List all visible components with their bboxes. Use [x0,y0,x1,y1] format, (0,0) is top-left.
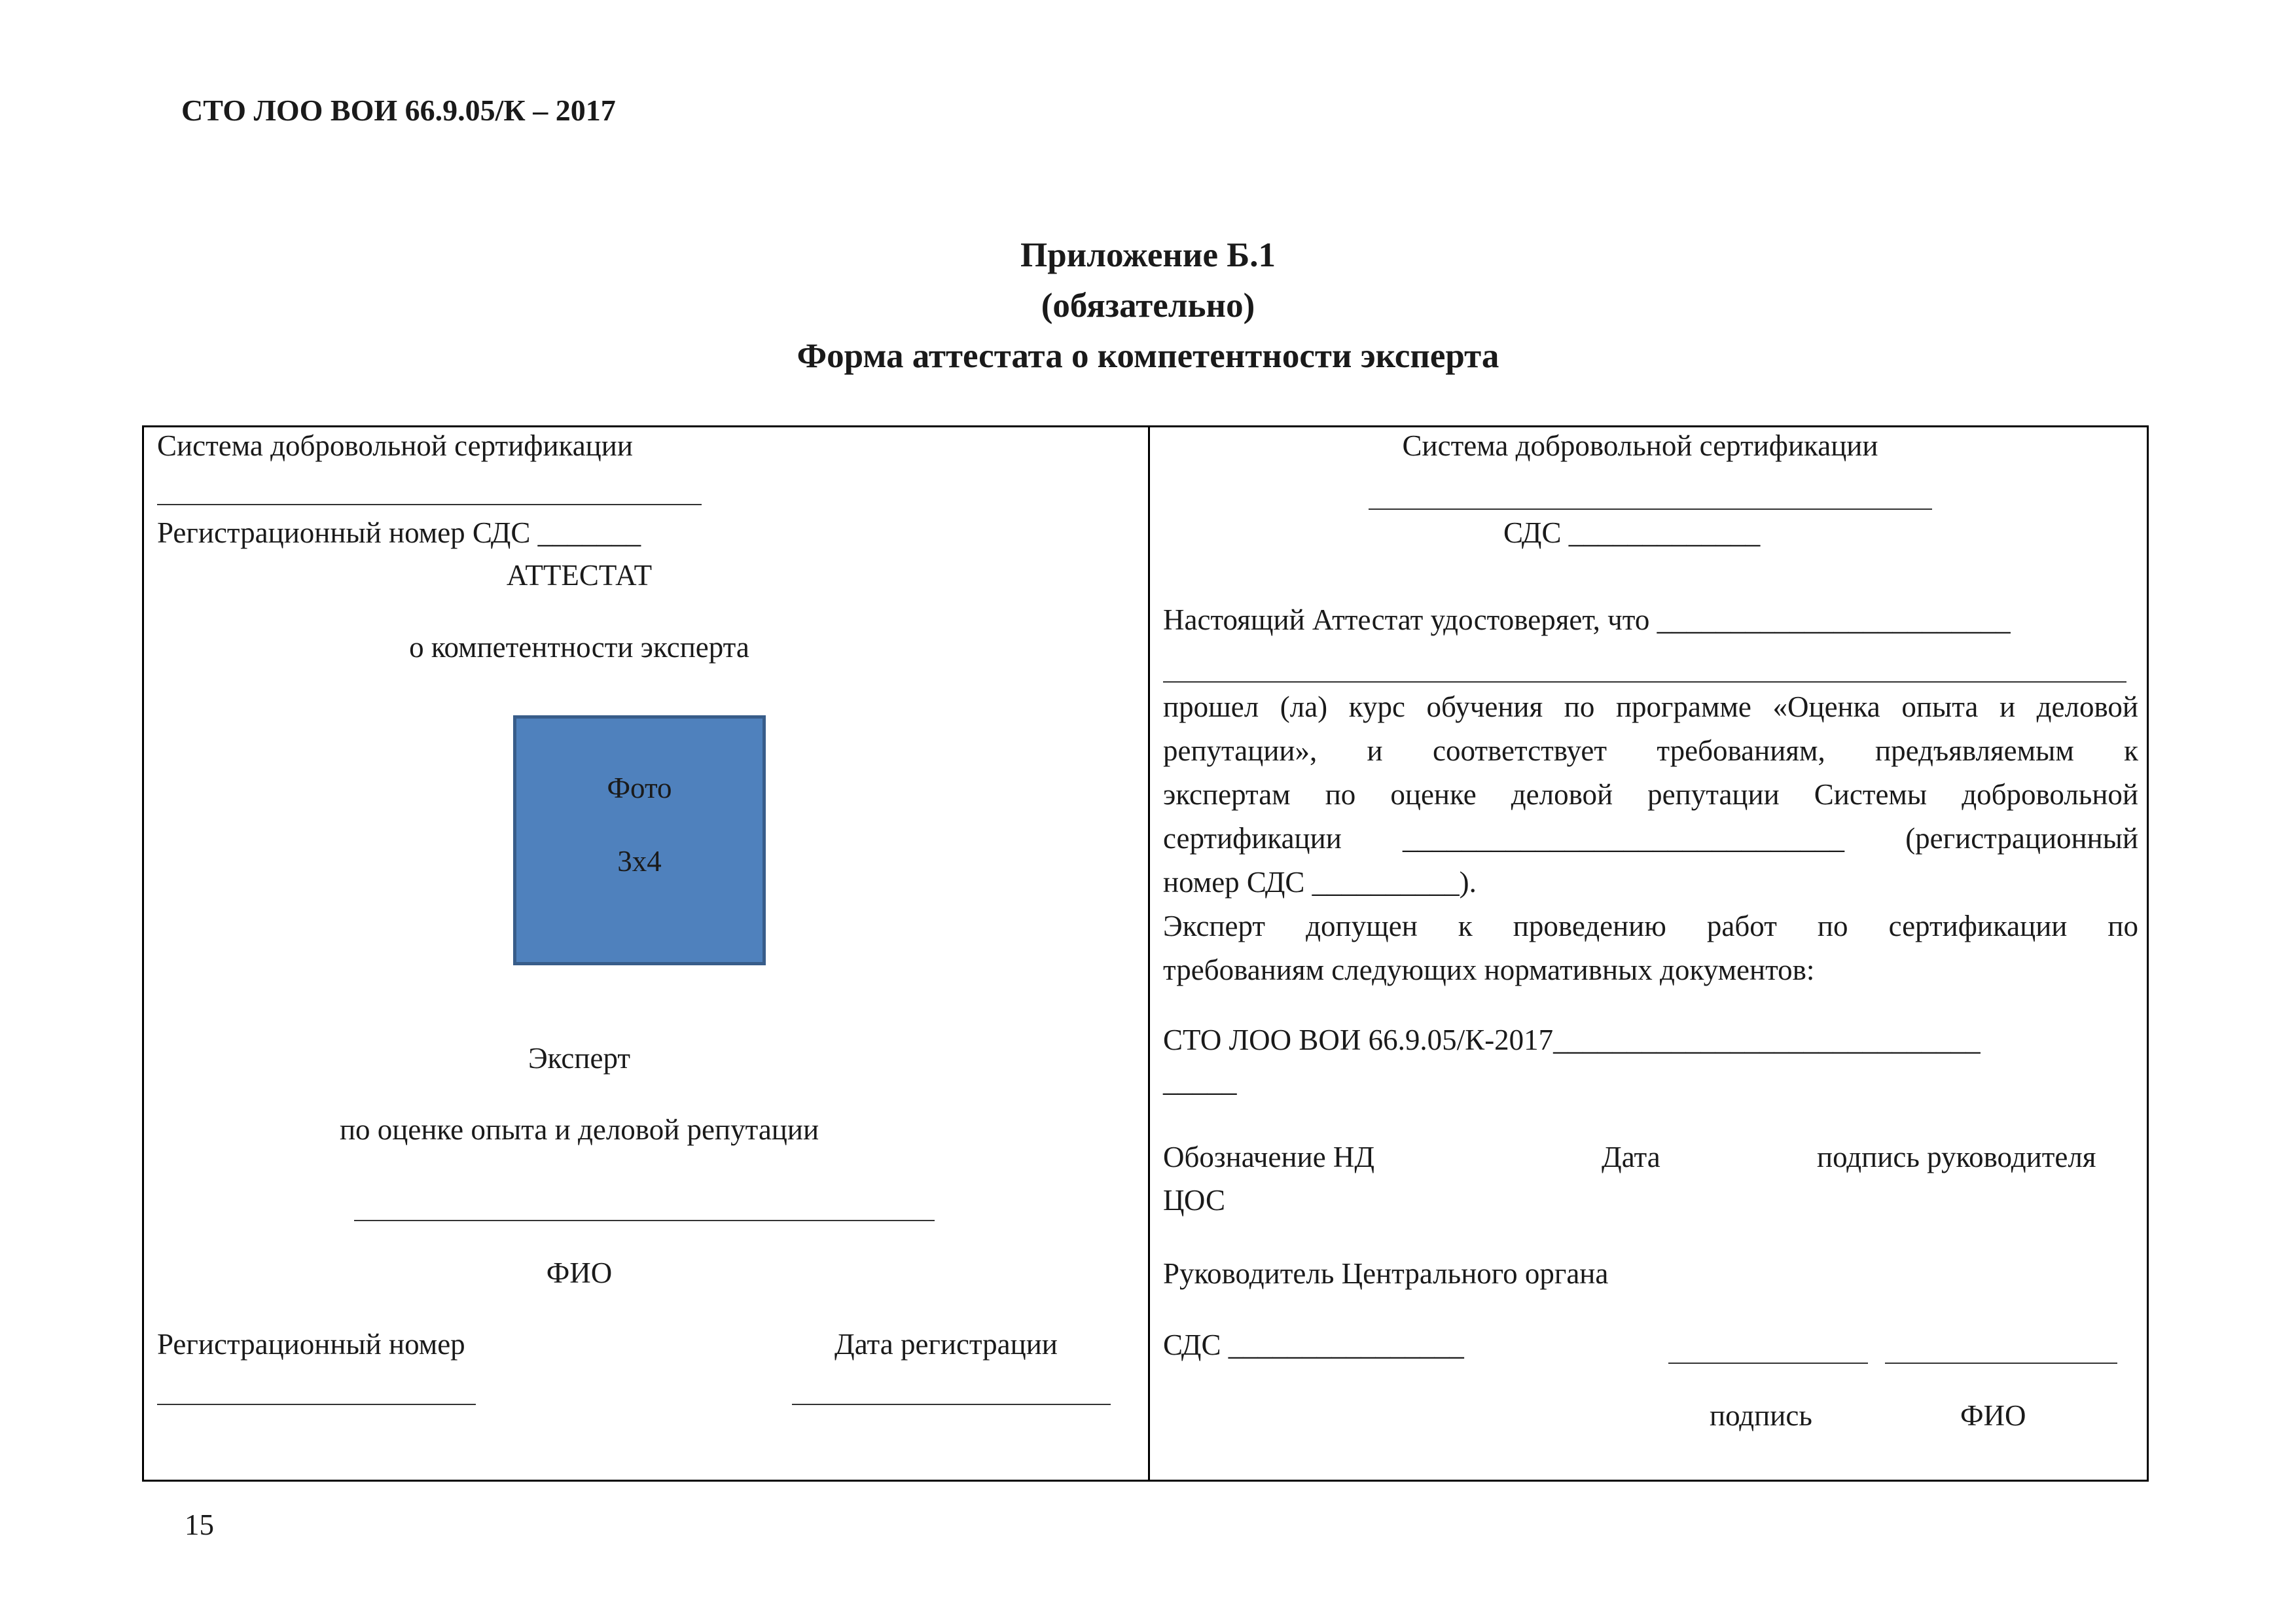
left-reg-number: Регистрационный номер СДС _______ [157,516,641,549]
head-label: Руководитель Центрального органа [1163,1257,1609,1290]
fio-right-label: ФИО [1960,1399,2026,1432]
sds-signature-line: СДС ________________ [1163,1329,1464,1361]
body-line-1: прошел (ла) курс обучения по программе «Оценка опыта и деловой [1163,690,2138,723]
right-sds: СДС _____________ [1503,516,1761,549]
nd-label: Обозначение НД [1163,1141,1375,1173]
attestat-subtitle: о компетентности эксперта [409,631,749,664]
right-system-underline [1369,508,1932,510]
body-line-5: номер СДС __________). [1163,866,1477,899]
right-system-label: Система добровольной сертификации [1402,429,1878,462]
photo-size: 3х4 [617,845,662,878]
expert-area: по оценке опыта и деловой репутации [339,1113,819,1146]
body-line-6: Эксперт допущен к проведению работ по сертификации по [1163,910,2138,942]
body-line-4: сертификации ______________________________ (регистрационный [1163,822,2138,855]
page-number: 15 [185,1508,214,1541]
fio-underline [354,1220,935,1221]
signature-underline [1668,1363,1868,1364]
reg-date-underline [792,1404,1111,1405]
standard-line-cont: _____ [1163,1065,1237,1097]
reg-number-label: Регистрационный номер [157,1328,465,1361]
certifies-text: Настоящий Аттестат удостоверяет, что ________________________ [1163,603,2011,636]
appendix-status: (обязательно) [1041,287,1255,325]
photo-label: Фото [607,772,672,804]
fio-label: ФИО [546,1257,613,1289]
left-system-label: Система добровольной сертификации [157,429,633,462]
column-divider [1148,427,1150,1480]
reg-date-label: Дата регистрации [834,1328,1058,1361]
body-line-3: экспертам по оценке деловой репутации Системы добровольной [1163,778,2138,811]
tsos-label: ЦОС [1163,1184,1225,1217]
body-line-2: репутации», и соответствует требованиям, предъявляемым к [1163,734,2138,767]
reg-number-underline [157,1404,476,1405]
standard-line: СТО ЛОО ВОИ 66.9.05/К-2017_____________________________ [1163,1024,1981,1056]
date-label: Дата [1602,1141,1660,1173]
appendix-title: Приложение Б.1 [1020,236,1276,274]
left-system-underline [157,504,702,505]
head-signature-label: подпись руководителя [1817,1141,2096,1173]
signature-label: подпись [1710,1399,1812,1432]
expert-label: Эксперт [528,1042,631,1075]
body-line-7: требованиям следующих нормативных документов: [1163,954,1815,986]
document-header: СТО ЛОО ВОИ 66.9.05/К – 2017 [181,94,616,127]
attestat-title: АТТЕСТАТ [506,559,653,592]
photo-placeholder [513,715,766,965]
fio-right-underline [1885,1363,2117,1364]
form-title: Форма аттестата о компетентности эксперта [797,337,1499,375]
certifies-underline [1163,681,2126,683]
